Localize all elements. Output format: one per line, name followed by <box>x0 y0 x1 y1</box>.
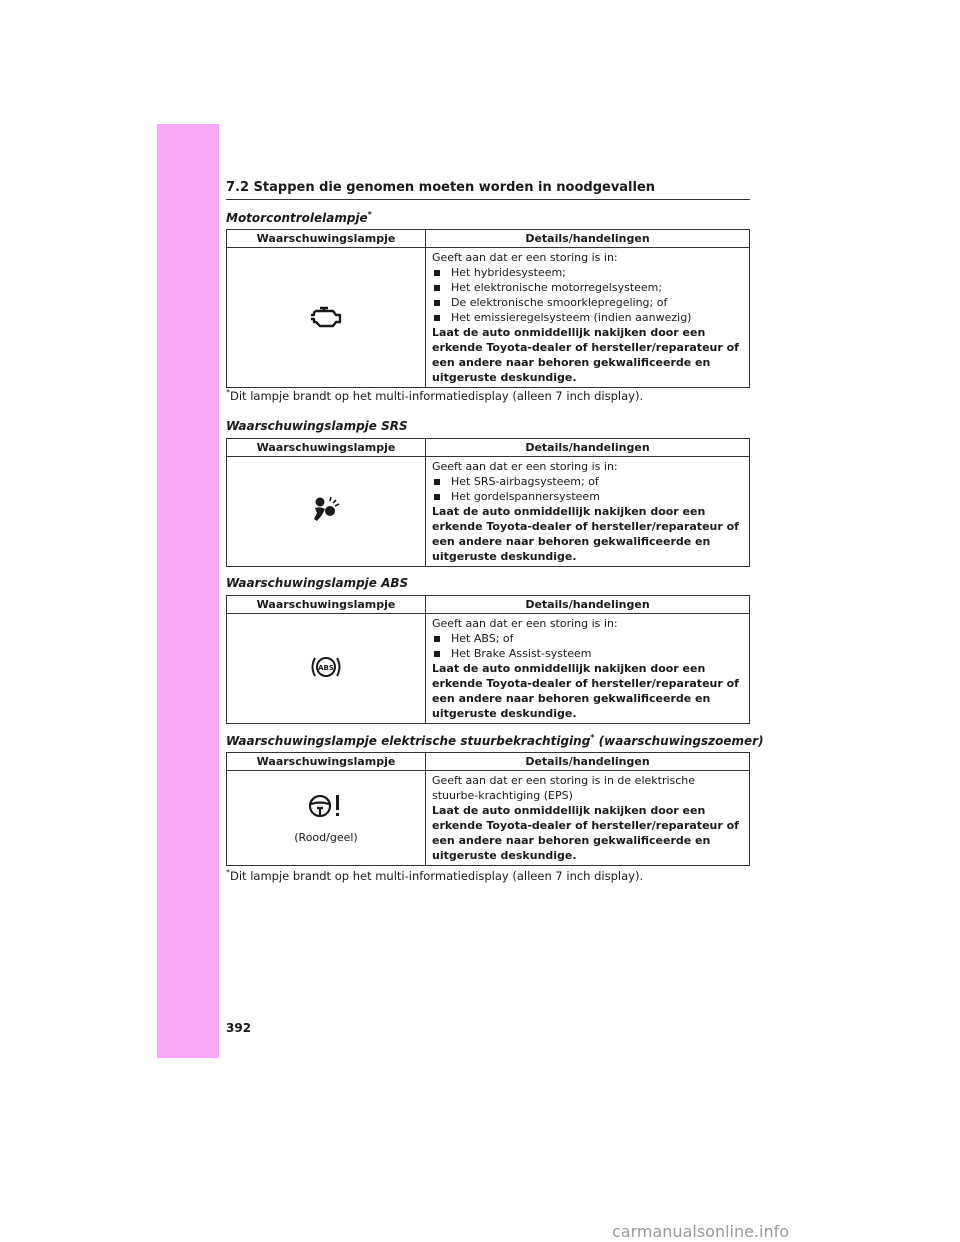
list-item: Het SRS-airbagsysteem; of <box>432 474 743 489</box>
steering-warning-icon <box>308 810 344 823</box>
eps-color-note: (Rood/geel) <box>294 830 358 844</box>
footnote-mark: * <box>226 868 230 877</box>
abs-section-title: Waarschuwingslampje ABS <box>226 576 409 590</box>
srs-section-title: Waarschuwingslampje SRS <box>226 419 408 433</box>
col1-header: Waarschuwingslampje <box>227 596 426 614</box>
eps-details-cell <box>426 771 750 866</box>
abs-warning-table <box>226 595 750 724</box>
list-item: Het emissieregelsysteem (indien aanwezig) <box>432 310 743 325</box>
list-item: Het Brake Assist-systeem <box>432 646 743 661</box>
list-item: De elektronische smoorklepregeling; of <box>432 295 743 310</box>
srs-icon-cell <box>227 457 426 567</box>
eps-icon-cell <box>227 771 426 866</box>
list-item: Het elektronische motorregelsysteem; <box>432 280 743 295</box>
engine-details-cell <box>426 248 750 388</box>
list-item: Het hybridesysteem; <box>432 265 743 280</box>
col1-header: Waarschuwingslampje <box>227 230 426 248</box>
engine-warning-table <box>226 229 750 388</box>
eps-title-footnote-mark: * <box>590 733 595 742</box>
abs-icon <box>308 663 344 684</box>
engine-footnote <box>226 388 643 403</box>
srs-item-list <box>432 474 743 504</box>
engine-title-text: Motorcontrolelampje <box>226 211 368 225</box>
list-item: Het gordelspannersysteem <box>432 489 743 504</box>
chapter-header: 7.2 Stappen die genomen moeten worden in noodgevallen <box>226 180 750 200</box>
col1-header: Waarschuwingslampje <box>227 753 426 771</box>
abs-details-cell <box>426 614 750 724</box>
abs-intro: Geeft aan dat er een storing is in: <box>432 617 618 630</box>
footnote-mark: * <box>226 388 230 397</box>
eps-footnote <box>226 868 643 883</box>
abs-icon-cell <box>227 614 426 724</box>
section-side-tab <box>157 124 219 1058</box>
engine-instruction: Laat de auto onmiddellijk nakijken door een erkende Toyota-dealer of hersteller/reparateur of een andere naar behoren gekwalificeerde en uitgeruste deskundige. <box>432 326 739 384</box>
col2-header: Details/handelingen <box>426 439 750 457</box>
abs-instruction: Laat de auto onmiddellijk nakijken door een erkende Toyota-dealer of hersteller/reparateur of een andere naar behoren gekwalificeerde en uitgeruste deskundige. <box>432 662 739 720</box>
engine-title-footnote-mark: * <box>367 210 372 219</box>
engine-check-icon <box>309 319 343 332</box>
abs-item-list <box>432 631 743 661</box>
eps-title-text: Waarschuwingslampje elektrische stuurbekrachtiging <box>226 734 591 748</box>
engine-section-title <box>226 210 372 225</box>
footnote-text: Dit lampje brandt op het multi-informatiedisplay (alleen 7 inch display). <box>230 868 644 883</box>
list-item: Het ABS; of <box>432 631 743 646</box>
page-number: 392 <box>226 1021 252 1035</box>
engine-icon-cell <box>227 248 426 388</box>
engine-intro: Geeft aan dat er een storing is in: <box>432 251 618 264</box>
eps-instruction: Laat de auto onmiddellijk nakijken door een erkende Toyota-dealer of hersteller/reparateur of een andere naar behoren gekwalificeerde en uitgeruste deskundige. <box>432 804 739 862</box>
eps-intro: Geeft aan dat er een storing is in de elektrische stuurbe-krachtiging (EPS) <box>432 774 696 802</box>
airbag-icon <box>311 514 341 527</box>
eps-warning-table <box>226 752 750 866</box>
srs-intro: Geeft aan dat er een storing is in: <box>432 460 618 473</box>
col2-header: Details/handelingen <box>426 596 750 614</box>
eps-section-title <box>226 733 764 748</box>
watermark: carmanualsonline.info <box>612 1222 790 1241</box>
eps-title-suffix: (waarschuwingszoemer) <box>594 734 764 748</box>
col2-header: Details/handelingen <box>426 230 750 248</box>
srs-instruction: Laat de auto onmiddellijk nakijken door een erkende Toyota-dealer of hersteller/reparateur of een andere naar behoren gekwalificeerde en uitgeruste deskundige. <box>432 505 739 563</box>
abs-icon-label: ABS <box>318 663 334 672</box>
engine-item-list <box>432 265 743 325</box>
col1-header: Waarschuwingslampje <box>227 439 426 457</box>
col2-header: Details/handelingen <box>426 753 750 771</box>
footnote-text: Dit lampje brandt op het multi-informatiedisplay (alleen 7 inch display). <box>230 388 644 403</box>
srs-warning-table <box>226 438 750 567</box>
srs-details-cell <box>426 457 750 567</box>
